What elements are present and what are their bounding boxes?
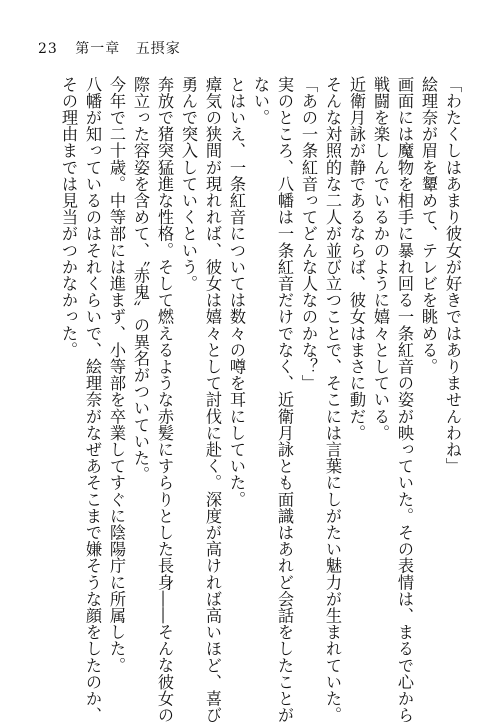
body-line: 勇んで突入していくという。 <box>179 76 198 292</box>
page-number: 23 <box>38 41 58 57</box>
chapter-title: 五摂家 <box>135 41 181 57</box>
body-line: ない。 <box>251 76 270 126</box>
body-line: 実のところ、八幡は一条紅音だけでなく、近衛月詠とも面識はあれど会話をしたことが <box>275 76 294 723</box>
body-line: 「わたくしはあまり彼女が好きではありませんわね」 <box>443 76 462 475</box>
chapter-label: 第一章 <box>75 41 121 57</box>
body-line: 戦闘を楽しんでいるかのように嬉々としている。 <box>371 76 390 442</box>
body-line: 絵理奈が眉を顰めて、テレビを眺める。 <box>419 76 438 375</box>
body-line: 瘴気の狭間が現れれば、彼女は嬉々として討伐に赴く。深度が高ければ高いほど、喜び <box>203 76 222 723</box>
body-line: 今年で二十歳。中等部には進まず、小等部を卒業してすぐに陰陽庁に所属した。 <box>107 76 126 674</box>
running-head <box>38 38 181 58</box>
body-line: 画面には魔物を相手に暴れ回る一条紅音の姿が映っていた。その表情は、まるで心から <box>395 76 414 723</box>
body-line: 際立った容姿を含めて、〝赤鬼〟の異名がついていた。 <box>131 76 150 483</box>
body-line: 奔放で猪突猛進な性格。そして燃えるような赤髪にすらりとした長身――そんな彼女の <box>155 76 174 723</box>
body-line: 「あの一条紅音ってどんな人なのかな？」 <box>299 76 318 392</box>
body-line: その理由までは見当がつかなかった。 <box>59 76 78 359</box>
body-text <box>34 76 464 723</box>
body-line: 八幡が知っているのはそれくらいで、絵理奈がなぜあそこまで嫌そうな顔をしたのか、 <box>83 76 102 723</box>
body-line: 近衛月詠が静であるならば、彼女はまさに動だ。 <box>347 76 366 442</box>
body-line: とはいえ、一条紅音については数々の噂を耳にしていた。 <box>227 76 246 508</box>
body-line: そんな対照的な二人が並び立つことで、そこには言葉にしがたい魅力が生まれていた。 <box>323 76 342 723</box>
